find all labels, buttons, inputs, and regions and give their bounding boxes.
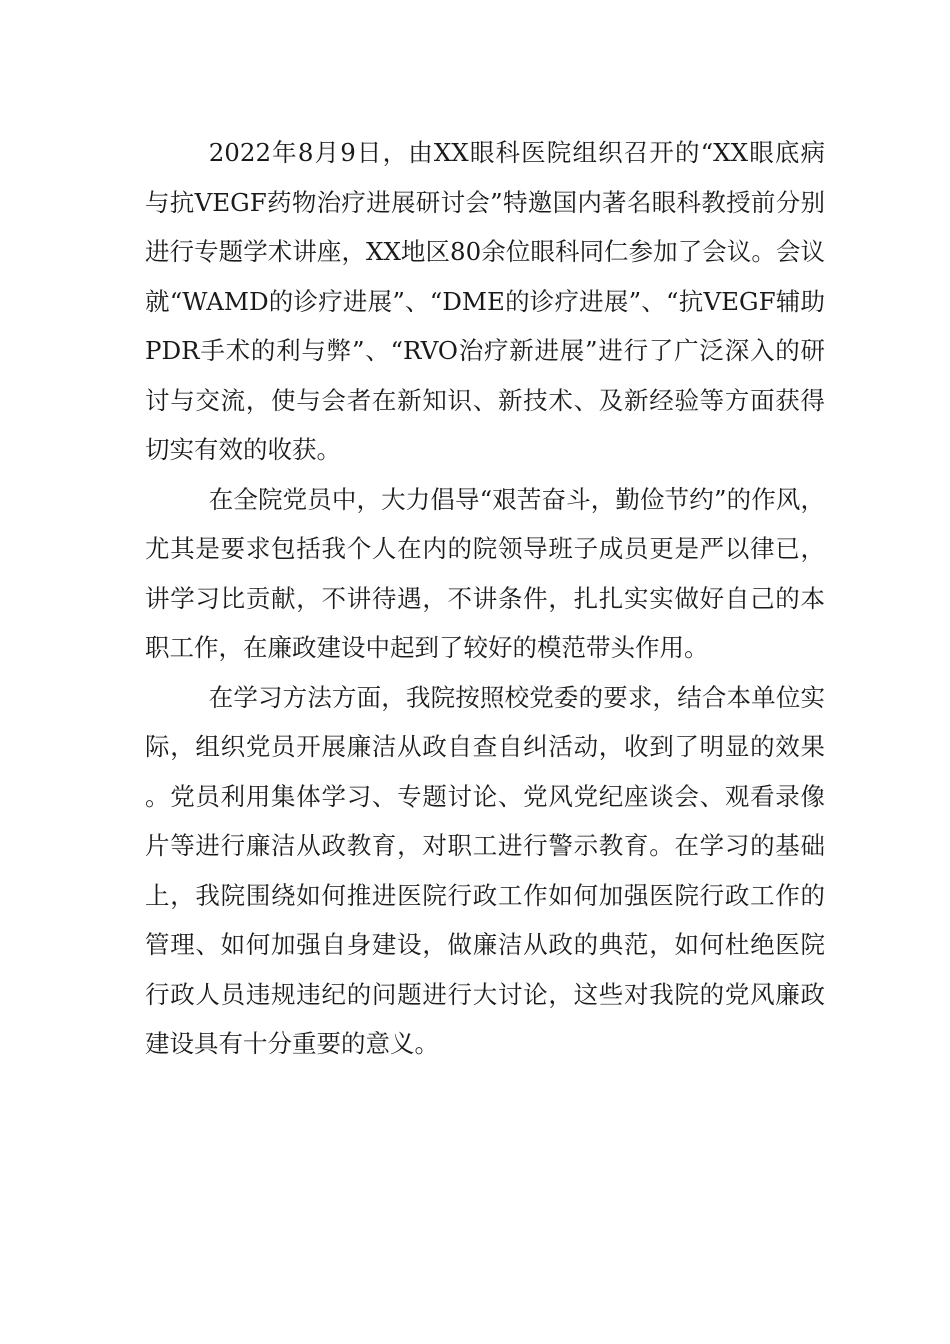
paragraph-study-methods: 在学习方法方面，我院按照校党委的要求，结合本单位实际，组织党员开展廉洁从政自查自纠活动，收到了明显的效果。党员利用集体学习、专题讨论、党风党纪座谈会、观看录像片等进行廉洁从政教育，对职工进行警示教育。在学习的基础上，我院围绕如何推进医院行政工作如何加强医院行政工作的管理、如何加强自身建设，做廉洁从政的典范，如何杜绝医院行政人员违规违纪的问题进行大讨论，这些对我院的党风廉政建设具有十分重要的意义。 (145, 682, 825, 1058)
paragraph-frugality: 在全院党员中，大力倡导“艰苦奋斗，勤俭节约”的作风，尤其是要求包括我个人在内的院领导班子成员更是严以律已，讲学习比贡献，不讲待遇，不讲条件，扎扎实实做好自己的本职工作，在廉政建设中起到了较好的模范带头作用。 (145, 484, 825, 662)
document-body (145, 128, 825, 1069)
paragraph-symposium: 2022年8月9日，由XX眼科医院组织召开的“XX眼底病与抗VEGF药物治疗进展研讨会”特邀国内著名眼科教授前分别进行专题学术讲座，XX地区80余位眼科同仁参加了会议。会议就“WAMD的诊疗进展”、“DME的诊疗进展”、“抗VEGF辅助PDR手术的利与弊”、“RVO治疗新进展”进行了广泛深入的研讨与交流，使与会者在新知识、新技术、及新经验等方面获得切实有效的收获。 (145, 138, 825, 464)
